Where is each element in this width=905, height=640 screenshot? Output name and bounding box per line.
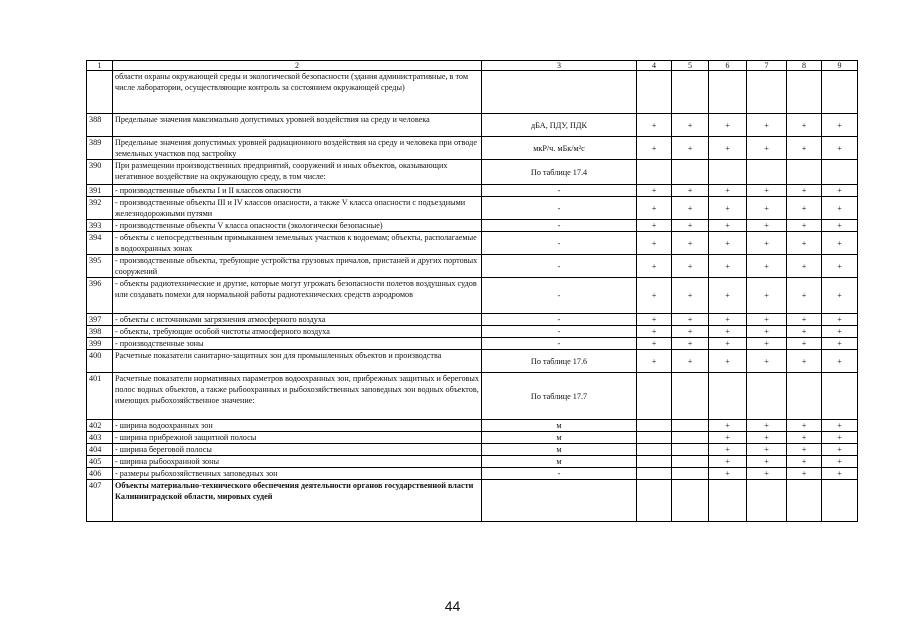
row-unit: м: [482, 420, 637, 432]
row-number: 400: [87, 350, 113, 373]
row-description: - ширина водоохранных зон: [113, 420, 482, 432]
applicability-mark: +: [822, 456, 858, 468]
requirements-table: [86, 60, 858, 522]
row-description: - ширина рыбоохранной зоны: [113, 456, 482, 468]
table-row: [87, 373, 858, 420]
applicability-mark: [637, 480, 672, 522]
applicability-mark: [637, 432, 672, 444]
row-description: Предельные значения допустимых уровней радиационного воздействия на среду и человека при отводе земельных участков под застройку: [113, 137, 482, 160]
applicability-mark: +: [709, 444, 747, 456]
table-row: [87, 456, 858, 468]
applicability-mark: +: [747, 444, 787, 456]
page-number: 44: [444, 598, 461, 614]
row-number: 391: [87, 185, 113, 197]
row-number: 399: [87, 338, 113, 350]
applicability-mark: +: [747, 468, 787, 480]
applicability-mark: +: [709, 456, 747, 468]
applicability-mark: +: [822, 314, 858, 326]
applicability-mark: +: [787, 326, 822, 338]
applicability-mark: +: [709, 350, 747, 373]
table-row: [87, 468, 858, 480]
applicability-mark: [637, 373, 672, 420]
row-description: - ширина прибрежной защитной полосы: [113, 432, 482, 444]
applicability-mark: +: [637, 137, 672, 160]
applicability-mark: +: [747, 220, 787, 232]
applicability-mark: +: [637, 338, 672, 350]
row-unit: дБА, ПДУ, ПДК: [482, 114, 637, 137]
applicability-mark: +: [787, 420, 822, 432]
applicability-mark: +: [787, 278, 822, 314]
applicability-mark: [822, 71, 858, 114]
applicability-mark: [787, 373, 822, 420]
applicability-mark: [747, 160, 787, 185]
applicability-mark: [672, 373, 709, 420]
row-number: 394: [87, 232, 113, 255]
applicability-mark: [787, 480, 822, 522]
applicability-mark: [787, 160, 822, 185]
applicability-mark: [709, 373, 747, 420]
applicability-mark: +: [747, 232, 787, 255]
applicability-mark: [709, 160, 747, 185]
row-unit: м: [482, 456, 637, 468]
row-number: 398: [87, 326, 113, 338]
row-number: 393: [87, 220, 113, 232]
applicability-mark: +: [637, 232, 672, 255]
applicability-mark: +: [747, 432, 787, 444]
row-unit: -: [482, 338, 637, 350]
row-number: 403: [87, 432, 113, 444]
applicability-mark: +: [822, 114, 858, 137]
applicability-mark: [672, 480, 709, 522]
applicability-mark: +: [822, 197, 858, 220]
row-unit: -: [482, 232, 637, 255]
table-row: [87, 350, 858, 373]
applicability-mark: +: [672, 338, 709, 350]
row-unit: По таблице 17.6: [482, 350, 637, 373]
row-description: - производственные объекты I и II классов опасности: [113, 185, 482, 197]
table-body: [87, 71, 858, 522]
header-cell: 8: [787, 61, 822, 71]
table-row: [87, 326, 858, 338]
row-number: 389: [87, 137, 113, 160]
applicability-mark: [637, 444, 672, 456]
applicability-mark: +: [672, 114, 709, 137]
applicability-mark: +: [787, 197, 822, 220]
applicability-mark: +: [709, 278, 747, 314]
applicability-mark: +: [787, 456, 822, 468]
row-unit: -: [482, 278, 637, 314]
header-cell: 6: [709, 61, 747, 71]
applicability-mark: +: [747, 278, 787, 314]
row-unit: По таблице 17.7: [482, 373, 637, 420]
row-unit: -: [482, 468, 637, 480]
table-row: [87, 432, 858, 444]
applicability-mark: [672, 71, 709, 114]
applicability-mark: [747, 71, 787, 114]
applicability-mark: +: [637, 314, 672, 326]
applicability-mark: +: [787, 220, 822, 232]
table-row: [87, 480, 858, 522]
row-unit: мкР/ч. мБк/м²с: [482, 137, 637, 160]
table-row: [87, 232, 858, 255]
applicability-mark: +: [822, 137, 858, 160]
applicability-mark: +: [787, 255, 822, 278]
row-number: 404: [87, 444, 113, 456]
applicability-mark: +: [672, 232, 709, 255]
applicability-mark: +: [747, 137, 787, 160]
applicability-mark: +: [672, 197, 709, 220]
row-description: - ширина береговой полосы: [113, 444, 482, 456]
applicability-mark: +: [822, 444, 858, 456]
row-unit: [482, 480, 637, 522]
table-row: [87, 71, 858, 114]
applicability-mark: +: [709, 137, 747, 160]
applicability-mark: [822, 373, 858, 420]
header-cell: 3: [482, 61, 637, 71]
applicability-mark: +: [672, 326, 709, 338]
row-description: Расчетные показатели нормативных параметров водоохранных зон, прибрежных защитных и береговых полос водных объектов, а также рыбоохранных и рыбохозяйственных заповедных зон водных объектов, имеющих рыбохозяйственное значение:: [113, 373, 482, 420]
applicability-mark: +: [672, 220, 709, 232]
row-unit: По таблице 17.4: [482, 160, 637, 185]
row-description: - объекты радиотехнические и другие, которые могут угрожать безопасности полетов воздушных судов или создавать помехи для нормальной работы радиотехнических средств аэродромов: [113, 278, 482, 314]
applicability-mark: [709, 480, 747, 522]
applicability-mark: +: [709, 185, 747, 197]
row-unit: -: [482, 197, 637, 220]
applicability-mark: [672, 468, 709, 480]
applicability-mark: [637, 468, 672, 480]
header-cell: 1: [87, 61, 113, 71]
table-row: [87, 160, 858, 185]
applicability-mark: +: [637, 278, 672, 314]
applicability-mark: +: [637, 255, 672, 278]
row-description: области охраны окружающей среды и экологической безопасности (здания административные, в том числе лаборатории, осуществляющие контроль за состоянием окружающей среды): [113, 71, 482, 114]
applicability-mark: +: [637, 114, 672, 137]
applicability-mark: +: [787, 444, 822, 456]
applicability-mark: [637, 71, 672, 114]
row-number: 397: [87, 314, 113, 326]
applicability-mark: [709, 71, 747, 114]
row-unit: -: [482, 255, 637, 278]
row-number: 388: [87, 114, 113, 137]
applicability-mark: +: [672, 350, 709, 373]
applicability-mark: +: [822, 232, 858, 255]
table-row: [87, 185, 858, 197]
applicability-mark: +: [822, 350, 858, 373]
applicability-mark: +: [822, 220, 858, 232]
table-row: [87, 197, 858, 220]
applicability-mark: +: [787, 137, 822, 160]
applicability-mark: +: [637, 326, 672, 338]
applicability-mark: +: [787, 114, 822, 137]
applicability-mark: +: [822, 432, 858, 444]
applicability-mark: +: [747, 326, 787, 338]
table-row: [87, 114, 858, 137]
row-number: 395: [87, 255, 113, 278]
header-cell: 7: [747, 61, 787, 71]
applicability-mark: +: [787, 338, 822, 350]
applicability-mark: [637, 420, 672, 432]
row-description: - объекты с источниками загрязнения атмосферного воздуха: [113, 314, 482, 326]
header-cell: 9: [822, 61, 858, 71]
row-number: [87, 71, 113, 114]
applicability-mark: +: [709, 255, 747, 278]
row-unit: -: [482, 220, 637, 232]
applicability-mark: +: [747, 420, 787, 432]
header-cell: 2: [113, 61, 482, 71]
applicability-mark: +: [787, 468, 822, 480]
row-number: 406: [87, 468, 113, 480]
row-description: - производственные объекты, требующие устройства грузовых причалов, пристаней и других портовых сооружений: [113, 255, 482, 278]
table-row: [87, 220, 858, 232]
row-description: Предельные значения максимально допустимых уровней воздействия на среду и человека: [113, 114, 482, 137]
applicability-mark: [672, 456, 709, 468]
header-cell: 5: [672, 61, 709, 71]
applicability-mark: [787, 71, 822, 114]
row-unit: -: [482, 326, 637, 338]
row-number: 390: [87, 160, 113, 185]
applicability-mark: +: [747, 314, 787, 326]
applicability-mark: +: [822, 420, 858, 432]
table-row: [87, 137, 858, 160]
applicability-mark: [747, 480, 787, 522]
applicability-mark: +: [787, 314, 822, 326]
applicability-mark: +: [709, 326, 747, 338]
applicability-mark: +: [787, 185, 822, 197]
applicability-mark: +: [822, 468, 858, 480]
applicability-mark: [672, 432, 709, 444]
row-number: 402: [87, 420, 113, 432]
applicability-mark: +: [747, 456, 787, 468]
applicability-mark: [822, 480, 858, 522]
applicability-mark: +: [747, 114, 787, 137]
row-number: 401: [87, 373, 113, 420]
applicability-mark: +: [787, 232, 822, 255]
row-unit: м: [482, 432, 637, 444]
applicability-mark: [747, 373, 787, 420]
applicability-mark: +: [637, 197, 672, 220]
applicability-mark: +: [672, 255, 709, 278]
table-row: [87, 278, 858, 314]
table-header-row: [87, 61, 858, 71]
row-unit: -: [482, 314, 637, 326]
row-description: - производственные объекты III и IV классов опасности, а также V класса опасности с подъездными железнодорожными путями: [113, 197, 482, 220]
row-description: - размеры рыбохозяйственных заповедных зон: [113, 468, 482, 480]
row-unit: [482, 71, 637, 114]
applicability-mark: +: [709, 420, 747, 432]
applicability-mark: +: [672, 185, 709, 197]
applicability-mark: +: [709, 314, 747, 326]
row-description: При размещении производственных предприятий, сооружений и иных объектов, оказывающих негативное воздействие на окружающую среду, в том числе:: [113, 160, 482, 185]
applicability-mark: +: [637, 185, 672, 197]
applicability-mark: [672, 444, 709, 456]
table-row: [87, 444, 858, 456]
applicability-mark: +: [709, 220, 747, 232]
applicability-mark: +: [637, 220, 672, 232]
applicability-mark: [637, 160, 672, 185]
table-row: [87, 420, 858, 432]
header-cell: 4: [637, 61, 672, 71]
row-number: 396: [87, 278, 113, 314]
applicability-mark: [672, 420, 709, 432]
row-number: 392: [87, 197, 113, 220]
applicability-mark: +: [709, 197, 747, 220]
row-description: Объекты материально-технического обеспечения деятельности органов государственной власти Калининградской области, мировых судей: [113, 480, 482, 522]
applicability-mark: +: [672, 278, 709, 314]
applicability-mark: +: [822, 278, 858, 314]
row-description: - производственные объекты V класса опасности (экологически безопасные): [113, 220, 482, 232]
applicability-mark: [637, 456, 672, 468]
row-description: Расчетные показатели санитарно-защитных зон для промышленных объектов и производства: [113, 350, 482, 373]
applicability-mark: +: [709, 232, 747, 255]
row-unit: -: [482, 185, 637, 197]
applicability-mark: +: [672, 137, 709, 160]
applicability-mark: +: [709, 114, 747, 137]
applicability-mark: [672, 160, 709, 185]
applicability-mark: +: [822, 255, 858, 278]
row-unit: м: [482, 444, 637, 456]
applicability-mark: +: [637, 350, 672, 373]
row-description: - объекты с непосредственным примыканием земельных участков к водоемам; объекты, располагаемые в водоохранных зонах: [113, 232, 482, 255]
applicability-mark: +: [822, 338, 858, 350]
table-row: [87, 338, 858, 350]
applicability-mark: +: [709, 338, 747, 350]
applicability-mark: +: [747, 350, 787, 373]
applicability-mark: +: [709, 432, 747, 444]
applicability-mark: +: [822, 185, 858, 197]
row-number: 405: [87, 456, 113, 468]
row-description: - объекты, требующие особой чистоты атмосферного воздуха: [113, 326, 482, 338]
table-row: [87, 314, 858, 326]
row-number: 407: [87, 480, 113, 522]
row-description: - производственные зоны: [113, 338, 482, 350]
applicability-mark: +: [709, 468, 747, 480]
applicability-mark: +: [822, 326, 858, 338]
applicability-mark: +: [747, 185, 787, 197]
applicability-mark: +: [747, 338, 787, 350]
applicability-mark: +: [672, 314, 709, 326]
applicability-mark: +: [787, 350, 822, 373]
applicability-mark: +: [787, 432, 822, 444]
applicability-mark: [822, 160, 858, 185]
applicability-mark: +: [747, 197, 787, 220]
table-row: [87, 255, 858, 278]
applicability-mark: +: [747, 255, 787, 278]
